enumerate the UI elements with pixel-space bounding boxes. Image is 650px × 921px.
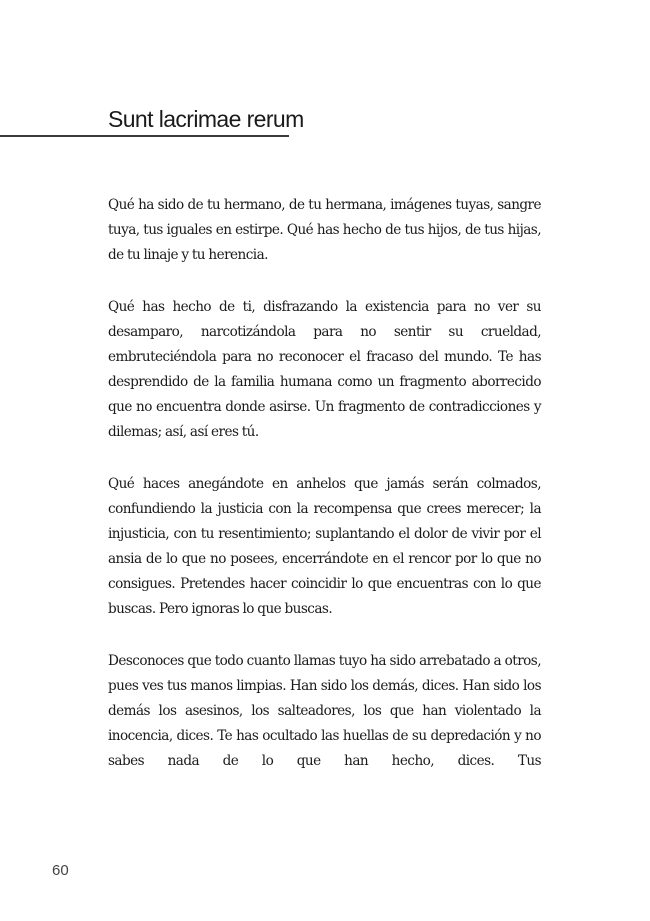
paragraph: Qué haces anegándote en anhelos que jamás serán colmados, confundiendo la justicia con la recompensa que crees merecer; la injusticia, con tu resentimiento; suplantando el dolor de vivir por el ansia de lo que no posees, encerrándote en el rencor por lo que no consigues. Pretendes hacer coincidir lo que encuentras con lo que buscas. Pero ignoras lo que buscas. [108, 476, 541, 617]
title-underline [0, 135, 289, 137]
page-number: 60 [52, 862, 69, 879]
chapter-title: Sunt lacrimae rerum [108, 106, 304, 132]
paragraph: Desconoces que todo cuanto llamas tuyo ha sido arrebatado a otros, pues ves tus manos limpias. Han sido los demás, dices. Han sido los demás los asesinos, los salteadores, los que han violentado la inocencia, dices. Te has ocultado las huellas de su depredación y no sabes nada de lo que han hecho, dices. Tus [108, 653, 541, 769]
body-text [108, 193, 541, 774]
paragraph: Qué has hecho de ti, disfrazando la existencia para no ver su desamparo, narcotizándola para no sentir su crueldad, embruteciéndola para no reconocer el fracaso del mundo. Te has desprendido de la familia humana como un fragmento aborrecido que no encuentra donde asirse. Un fragmento de contradicciones y dilemas; así, así eres tú. [108, 299, 541, 440]
paragraph: Qué ha sido de tu hermano, de tu hermana, imágenes tuyas, sangre tuya, tus iguales en estirpe. Qué has hecho de tus hijos, de tus hijas, de tu linaje y tu herencia. [108, 197, 541, 263]
